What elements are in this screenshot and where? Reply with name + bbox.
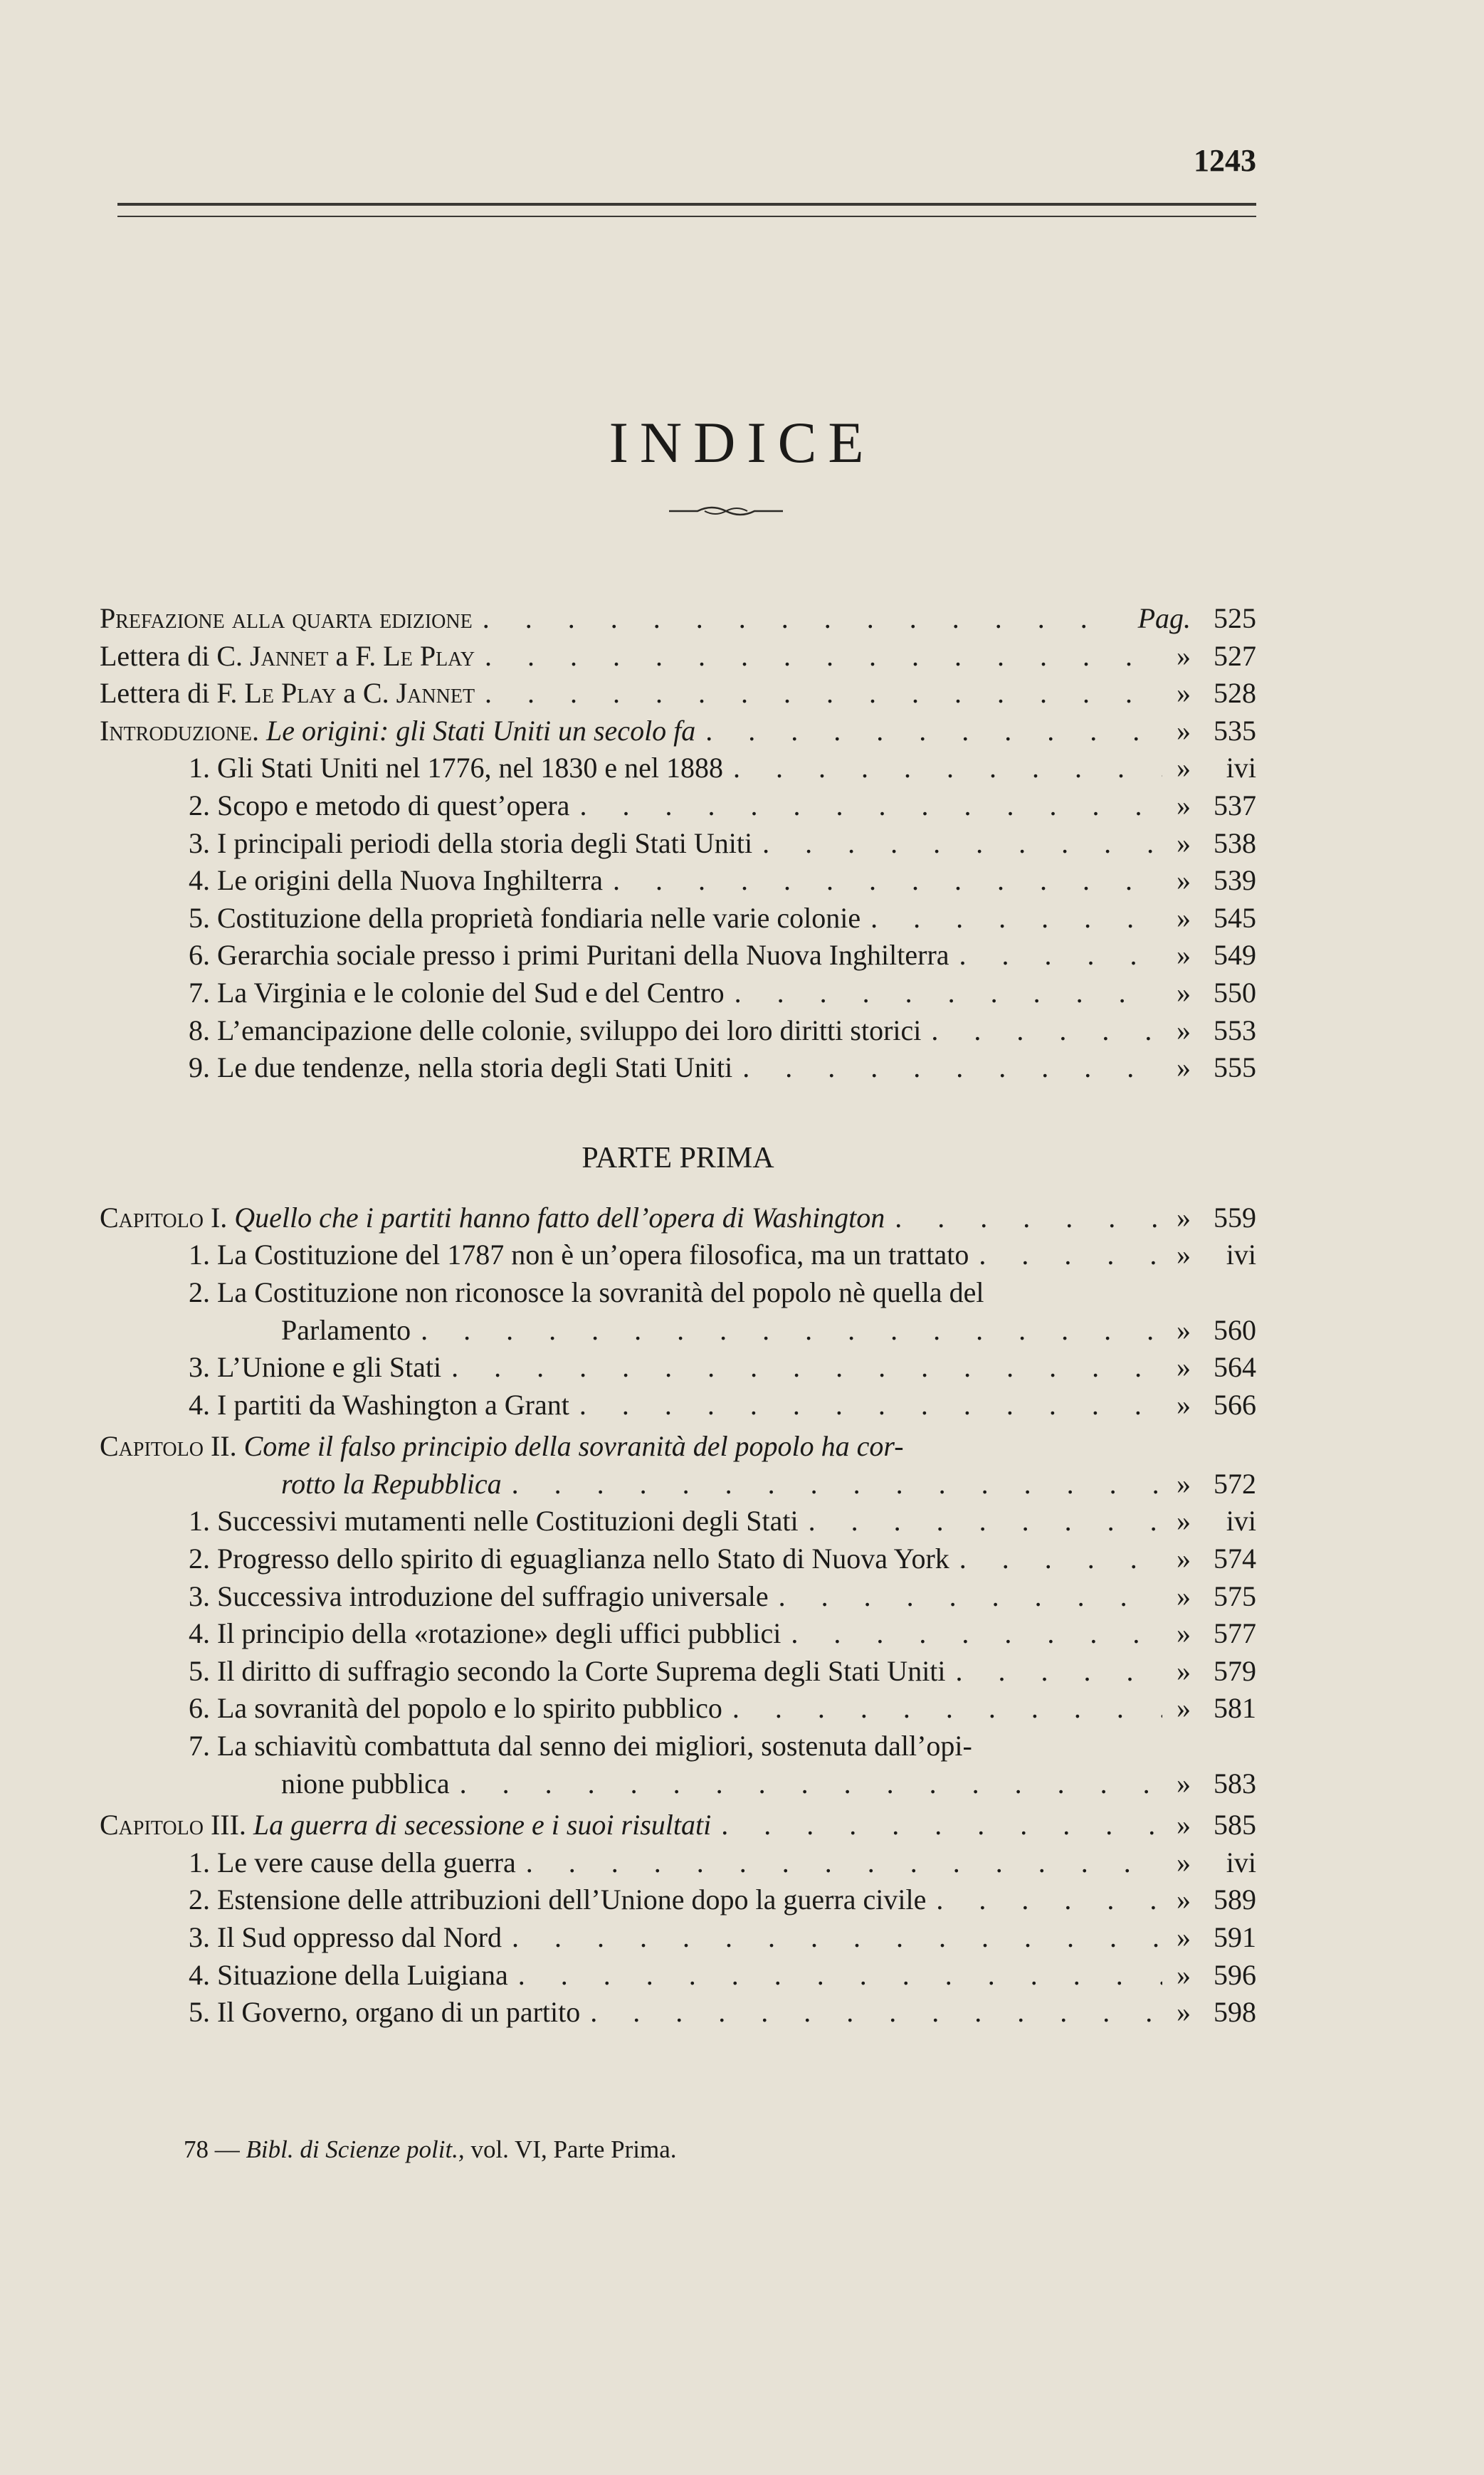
entry-text: 3. I principali periodi della storia degli Stati Uniti [189,826,753,859]
ditto-mark: » [1177,864,1191,897]
ditto-mark: » [1177,677,1191,710]
toc-subentry[interactable] [100,1274,1256,1312]
toc-chapter-3[interactable] [100,1807,1256,1844]
dot-leader [969,1236,1162,1274]
page-number: 1243 [1194,143,1256,178]
entry-text: 7. La schiavitù combattuta dal senno dei migliori, sostenuta dall’opi- [189,1730,972,1762]
dot-leader [946,1653,1162,1691]
ditto-mark: » [1177,976,1191,1009]
toc-subentry[interactable] [100,1349,1256,1387]
toc-subentry-continuation[interactable] [100,1765,1256,1803]
dot-leader [502,1466,1162,1503]
toc-subentry[interactable] [100,1994,1256,2032]
toc-chapter-1[interactable] [100,1199,1256,1237]
entry-text: 1. La Costituzione del 1787 non è un’opera filosofica, ma un trattato [189,1239,969,1271]
page-ref: 572 [1214,1467,1256,1500]
toc-subentry[interactable] [100,787,1256,825]
dot-leader [861,900,1162,937]
entry-text: 4. Le origini della Nuova Inghilterra [189,864,604,897]
dot-leader [732,1049,1162,1087]
ditto-mark: » [1177,1543,1191,1575]
page-ref: 550 [1214,976,1256,1009]
entry-text: 4. Situazione della Luigiana [189,1958,508,1991]
page-ref: 539 [1214,864,1256,897]
dot-leader [723,750,1162,787]
page-ref: 538 [1214,826,1256,859]
entry-text: 3. L’Unione e gli Stati [189,1351,442,1384]
page-ref: 549 [1214,939,1256,972]
dot-leader [799,1503,1162,1540]
entry-text: Parlamento [281,1313,411,1346]
ditto-mark: » [1177,1580,1191,1612]
dot-leader [516,1844,1162,1882]
ditto-mark: » [1177,939,1191,972]
toc-subentry[interactable] [100,1957,1256,1995]
toc-subentry[interactable] [100,825,1256,863]
page-ref: 559 [1214,1201,1256,1234]
ditto-mark: » [1177,639,1191,672]
toc-subentry[interactable] [100,1653,1256,1691]
page-ref: 577 [1214,1617,1256,1650]
entry-text: Lettera di F. Le Play a C. Jannet [100,677,475,710]
entry-text: Lettera di C. Jannet a F. Le Play [100,639,475,672]
dot-leader [508,1957,1162,1995]
entry-text: 5. Il diritto di suffragio secondo la Corte Suprema degli Stati Uniti [189,1654,946,1687]
dot-leader [722,1690,1162,1728]
toc-subentry[interactable] [100,1919,1256,1957]
ditto-mark: » [1177,1846,1191,1878]
entry-text: nione pubblica [281,1767,450,1799]
entry-text: 4. Il principio della «rotazione» degli uffici pubblici [189,1617,782,1650]
toc-subentry[interactable] [100,1578,1256,1616]
page-ref: 585 [1214,1809,1256,1841]
ditto-mark: » [1177,1239,1191,1271]
dot-leader [695,713,1162,750]
page-ref: 574 [1214,1543,1256,1575]
toc-subentry[interactable] [100,1844,1256,1882]
dot-leader [921,1012,1162,1050]
page-ref: 525 [1214,602,1256,634]
footer-signature: 78 — Bibl. di Scienze polit., vol. VI, Parte Prima. [184,2135,677,2163]
page-ref: 535 [1214,714,1256,747]
toc-subentry[interactable] [100,1049,1256,1087]
entry-text: 6. Gerarchia sociale presso i primi Puritani della Nuova Inghilterra [189,939,949,972]
toc-entry-prefazione[interactable] [100,600,1256,638]
page-ref: 583 [1214,1767,1256,1799]
page-ref: 598 [1214,1996,1256,2029]
toc-subentry[interactable] [100,1387,1256,1424]
page-ref: ivi [1226,1239,1256,1271]
entry-text: 2. Estensione delle attribuzioni dell’Unione dopo la guerra civile [189,1883,927,1916]
ditto-mark: » [1177,1351,1191,1384]
dot-leader [711,1807,1162,1844]
toc-subentry-continuation[interactable] [100,1312,1256,1350]
entry-text: 3. Successiva introduzione del suffragio universale [189,1580,769,1612]
ditto-mark: » [1177,714,1191,747]
ditto-mark: » [1177,1921,1191,1953]
ditto-mark: » [1177,789,1191,821]
toc-subentry[interactable] [100,1728,1256,1765]
page-ref: 553 [1214,1014,1256,1046]
ditto-mark: » [1177,1767,1191,1799]
page-ref: 591 [1214,1921,1256,1953]
entry-text: 6. La sovranità del popolo e lo spirito pubblico [189,1692,722,1725]
ditto-mark: » [1177,1313,1191,1346]
ditto-mark: » [1177,1505,1191,1538]
dot-leader [411,1312,1162,1350]
page-ref: 566 [1214,1388,1256,1421]
ditto-mark: » [1177,1201,1191,1234]
entry-text: 8. L’emancipazione delle colonie, sviluppo dei loro diritti storici [189,1014,922,1046]
entry-text: Prefazione alla quarta edizione [100,602,473,634]
page-ref: 527 [1214,639,1256,672]
entry-text: 1. Le vere cause della guerra [189,1846,516,1878]
page-ref: ivi [1226,752,1256,784]
entry-text: 3. Il Sud oppresso dal Nord [189,1921,502,1953]
dot-leader [569,1387,1162,1424]
dot-leader [603,862,1162,900]
page-ref: ivi [1226,1505,1256,1538]
dot-leader [441,1349,1162,1387]
dot-leader [569,787,1162,825]
page-ref: 596 [1214,1958,1256,1991]
dot-leader [949,1540,1162,1578]
toc-chapter-2-continuation[interactable] [100,1466,1256,1503]
dot-leader [752,825,1162,863]
dot-leader [885,1199,1162,1237]
ditto-mark: » [1177,1014,1191,1046]
toc-subentry[interactable] [100,1540,1256,1578]
ditto-mark: » [1177,1467,1191,1500]
toc-subentry[interactable] [100,900,1256,937]
entry-text: 9. Le due tendenze, nella storia degli Stati Uniti [189,1051,733,1084]
entry-text: Capitolo III. La guerra di secessione e i suoi risultati [100,1809,712,1841]
toc-entry-lettera-le-play[interactable] [100,675,1256,713]
entry-text: 4. I partiti da Washington a Grant [189,1388,569,1421]
entry-text: 2. La Costituzione non riconosce la sovranità del popolo nè quella del [189,1276,984,1308]
toc-subentry[interactable] [100,937,1256,974]
toc-subentry[interactable] [100,1615,1256,1653]
page-title: INDICE [609,410,875,475]
ditto-mark: » [1177,1654,1191,1687]
entry-text: 2. Progresso dello spirito di eguaglianza nello Stato di Nuova York [189,1543,949,1575]
dot-leader [475,675,1162,713]
page-ref: 528 [1214,677,1256,710]
dot-leader [781,1615,1162,1653]
ditto-mark: » [1177,1883,1191,1916]
entry-text: 1. Successivi mutamenti nelle Costituzioni degli Stati [189,1505,799,1538]
ditto-mark: » [1177,1617,1191,1650]
ditto-mark: » [1177,901,1191,934]
page-ref: 555 [1214,1051,1256,1084]
page-ref: 545 [1214,901,1256,934]
entry-text: 1. Gli Stati Uniti nel 1776, nel 1830 e nel 1888 [189,752,724,784]
ditto-mark: » [1177,1996,1191,2029]
toc-chapter-2[interactable] [100,1428,1256,1466]
toc-subentry[interactable] [100,974,1256,1012]
page-ref: 537 [1214,789,1256,821]
page-ref: 579 [1214,1654,1256,1687]
page-ref: 575 [1214,1580,1256,1612]
ditto-mark: » [1177,1958,1191,1991]
page-ref: 581 [1214,1692,1256,1725]
page-ref: ivi [1226,1846,1256,1878]
entry-text: rotto la Repubblica [281,1467,502,1500]
toc-subentry[interactable] [100,1236,1256,1274]
table-of-contents [100,600,1256,2032]
toc-subentry[interactable] [100,1690,1256,1728]
ornament-divider [669,503,783,520]
ditto-mark: » [1177,1809,1191,1841]
entry-text: Capitolo I. Quello che i partiti hanno fatto dell’opera di Washington [100,1201,885,1234]
dot-leader [450,1765,1162,1803]
entry-text: 7. La Virginia e le colonie del Sud e del Centro [189,976,725,1009]
toc-entry-lettera-jannet[interactable] [100,638,1256,676]
header-rule [117,203,1256,217]
dot-leader [580,1994,1162,2032]
section-heading-parte-prima: PARTE PRIMA [582,1141,774,1175]
entry-text: 5. Costituzione della proprietà fondiaria nelle varie colonie [189,901,861,934]
toc-subentry[interactable] [100,862,1256,900]
dot-leader [475,638,1162,676]
ditto-mark: » [1177,752,1191,784]
toc-subentry[interactable] [100,1503,1256,1540]
ditto-mark: » [1177,826,1191,859]
entry-text: 2. Scopo e metodo di quest’opera [189,789,570,821]
dot-leader [769,1578,1162,1616]
dot-leader [725,974,1162,1012]
page-ref: 560 [1214,1313,1256,1346]
entry-text: Introduzione. Le origini: gli Stati Uniti un secolo fa [100,714,696,747]
ditto-mark: » [1177,1692,1191,1725]
dot-leader [473,600,1120,638]
pag-label: Pag. [1137,602,1191,634]
page-ref: 589 [1214,1883,1256,1916]
dot-leader [502,1919,1162,1957]
toc-subentry[interactable] [100,1012,1256,1050]
entry-text: Capitolo II. Come il falso principio della sovranità del popolo ha cor- [100,1430,904,1463]
entry-text: 5. Il Governo, organo di un partito [189,1996,581,2029]
dot-leader [949,937,1162,974]
toc-subentry[interactable] [100,750,1256,787]
ditto-mark: » [1177,1051,1191,1084]
toc-subentry[interactable] [100,1881,1256,1919]
dot-leader [926,1881,1162,1919]
toc-entry-introduzione[interactable] [100,713,1256,750]
page-ref: 564 [1214,1351,1256,1384]
ditto-mark: » [1177,1388,1191,1421]
